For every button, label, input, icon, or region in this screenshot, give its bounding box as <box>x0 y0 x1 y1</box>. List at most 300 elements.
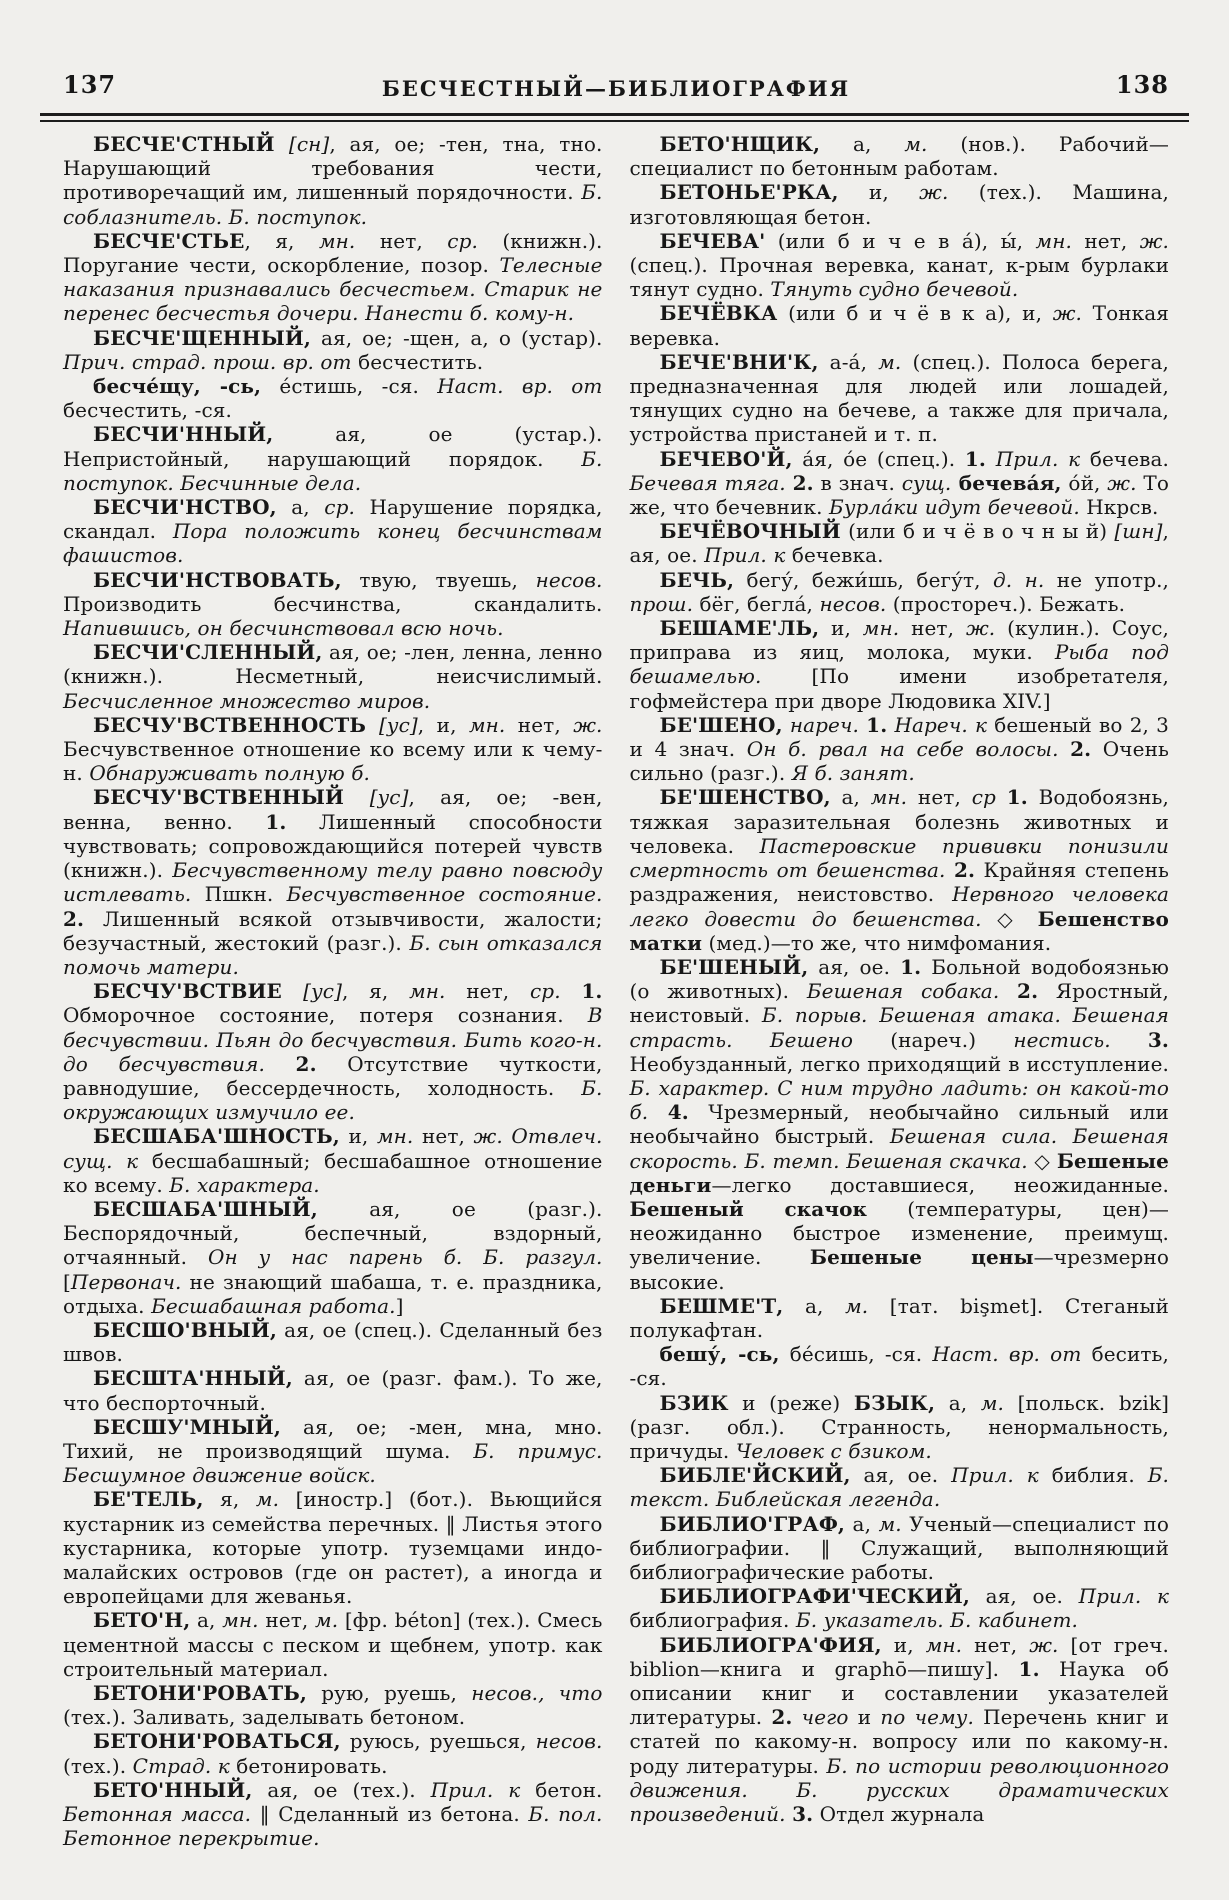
entry-text-segment: Прил. к <box>1078 1584 1169 1609</box>
page-header <box>63 70 1169 99</box>
entry-text-segment: ая, ое (тех.). <box>252 1777 431 1802</box>
entry-text-segment: и, <box>819 616 863 641</box>
entry-text-segment: бесче́щу, -сь, <box>93 374 262 399</box>
dictionary-entry <box>63 1318 603 1366</box>
entry-text-segment: БЕТОНИ'РОВАТЬ, <box>93 1681 307 1705</box>
entry-text-segment: [По имени изобретателя, гофмейстера при дворе Людовика XIV.] <box>629 664 1169 713</box>
entry-text-segment: нет, <box>505 712 574 737</box>
entry-text-segment: нестись. <box>1013 1027 1111 1052</box>
entry-text-segment: Бесчувственное состояние. <box>286 882 603 907</box>
entry-text-segment: мн. <box>925 1632 963 1657</box>
entry-text-segment: БЗИК <box>659 1390 729 1415</box>
text-columns <box>63 132 1169 1900</box>
entry-text-segment: Перечень книг и статей по какому-н. вопросу или по какому-н. роду литературы. <box>629 1705 1169 1778</box>
entry-text-segment: ая, ое (устар.). Непристойный, нарушающий порядок. <box>63 422 603 471</box>
entry-text-segment: нет, <box>899 616 966 641</box>
entry-text-segment: (мед.)—то же, что нимфомания. <box>702 930 1052 955</box>
entry-text-segment: (спец.). Полоса берега, предназначенная для людей или лошадей, тянущих судно на бечеве, а также для причала, устройства пристаней и т. п. <box>629 349 1170 447</box>
entry-text-segment: ая, ое (разг. фам.). То же, что беспорточный. <box>63 1366 603 1415</box>
entry-text-segment: Человек с бзиком. <box>735 1438 932 1463</box>
entry-text-segment: БЕСЧУ'ВСТВЕННОСТЬ <box>93 712 379 737</box>
entry-text-segment: и, <box>881 1632 926 1657</box>
entry-text-segment: бетонировать. <box>229 1753 388 1778</box>
entry-text-segment: а, <box>935 1390 981 1415</box>
entry-text-segment: БЕ'ШЕНСТВО, <box>659 785 831 810</box>
entry-text-segment: Пора положить конец бесчинствам фашистов. <box>63 519 603 568</box>
entry-text-segment: Бешеная сила. Бешеная скорость. Б. темп. Бешеная скачка. <box>629 1124 1169 1173</box>
entry-text-segment: Больной водобоязнью (о животных). <box>629 954 1169 1004</box>
entry-text-segment: Напившись, он бесчинствовал всю ночь. <box>63 616 504 641</box>
entry-text-segment: [сн] <box>288 132 330 156</box>
dictionary-entry <box>63 640 603 713</box>
entry-text-segment: а, <box>844 1511 879 1536</box>
dictionary-entry <box>63 495 603 568</box>
entry-text-segment: [польск. bzik] (разг. обл.). Странность, ненормальность, причуды. <box>629 1390 1169 1463</box>
entry-text-segment: ◇ <box>1027 1148 1057 1173</box>
entry-text-segment: 2. <box>295 1051 317 1076</box>
dictionary-entry <box>63 1487 603 1608</box>
entry-text-segment: (тех.). Заливать, заделывать бетоном. <box>63 1705 466 1730</box>
entry-text-segment: бечева́я, <box>951 470 1062 495</box>
entry-text-segment: бетон. <box>520 1777 603 1802</box>
entry-text-segment: Бешеный скачок <box>629 1196 868 1221</box>
entry-text-segment: а́я, о́е (спец.). <box>792 446 965 471</box>
entry-text-segment: мн. <box>376 1124 414 1149</box>
entry-text-segment: а, <box>820 132 905 156</box>
entry-text-segment: а, <box>783 1293 846 1318</box>
entry-text-segment: , ая, ое. <box>629 519 1169 568</box>
entry-text-segment: а, <box>830 785 871 810</box>
entry-text-segment: Пшкн. <box>191 882 287 907</box>
entry-text-segment: Отсутствие чуткости, равнодушие, бессердечность, холодность. <box>63 1051 603 1100</box>
entry-text-segment <box>996 785 1007 809</box>
entry-text-segment: мн. <box>468 712 506 737</box>
entry-text-segment: Очень сильно (разг.). <box>629 737 1169 786</box>
dictionary-entry <box>63 1608 603 1681</box>
entry-text-segment: бегу́, бежи́шь, бегу́т, <box>734 567 993 592</box>
entry-text-segment: БЕСЧУ'ВСТВЕННЫЙ <box>93 785 370 810</box>
dictionary-entry <box>630 1294 1170 1342</box>
entry-text-segment: [ус] <box>303 979 342 1004</box>
entry-text-segment: ж. <box>1029 1632 1059 1657</box>
entry-text-segment <box>783 713 790 737</box>
entry-text-segment <box>561 979 582 1003</box>
entry-text-segment: БЕСЧИ'НСТВО, <box>93 495 277 520</box>
entry-text-segment: Нкрсв. <box>1079 495 1159 520</box>
entry-text-segment: я, <box>203 1487 256 1512</box>
entry-text-segment: е́стишь, -ся. <box>261 374 438 399</box>
entry-text-segment: БЕЧЬ, <box>659 567 735 592</box>
entry-text-segment: Обнаруживать полную б. <box>89 761 371 786</box>
entry-text-segment: по чему. <box>880 1705 974 1730</box>
entry-text-segment: мн. <box>862 616 900 641</box>
entry-text-segment: БЗЫК, <box>853 1390 936 1415</box>
entry-text-segment: Лишенный всякой отзывчивости, жалости; безучастный, жестокий (разг.). <box>63 906 603 955</box>
entry-text-segment: 2. <box>953 858 976 883</box>
entry-text-segment: бесчестить, -ся. <box>63 398 232 423</box>
right-page-number: 138 <box>1115 70 1169 99</box>
entry-text-segment: [ <box>63 1269 71 1294</box>
entry-text-segment: 1. <box>265 809 287 834</box>
entry-text-segment: Отдел журнала <box>813 1802 985 1827</box>
entry-text-segment: Бешеные цены <box>809 1245 1034 1270</box>
entry-text-segment: Прил. к <box>704 543 786 568</box>
entry-text-segment: бесить, -ся. <box>629 1342 1169 1391</box>
entry-text-segment: несов. <box>535 1729 603 1754</box>
entry-text-segment: м. <box>845 1293 869 1318</box>
entry-text-segment: Ученый—специалист по библиографии. ‖ Служащий, выполняющий библиографические работы. <box>629 1511 1169 1584</box>
entry-text-segment: Лишенный способности чувствовать; сопровождающийся потерей чувств (книжн.). <box>63 809 603 883</box>
dictionary-entry <box>630 301 1170 349</box>
entry-text-segment: БЕ'ШЕНЫЙ, <box>659 954 809 979</box>
dictionary-entry <box>630 785 1170 954</box>
header-double-rule <box>40 113 1189 122</box>
entry-text-segment: Тонкая веревка. <box>629 301 1169 350</box>
entry-text-segment: м. <box>255 1487 280 1512</box>
entry-text-segment: [ус] <box>378 712 418 737</box>
entry-text-segment: твую, твуешь, <box>341 567 536 592</box>
entry-text-segment: м. <box>980 1390 1004 1415</box>
entry-text-segment: Бетонная масса. <box>63 1802 252 1827</box>
entry-text-segment: Рыба под бешамелью. <box>629 640 1169 689</box>
entry-text-segment: (спец.). Прочная веревка, канат, к-рым бурлаки тянут судно. <box>629 253 1169 302</box>
dictionary-entry <box>630 713 1170 786</box>
entry-text-segment: ая, ое; -мен, мна, мно. Тихий, не производящий шума. <box>63 1414 603 1463</box>
entry-text-segment: Нарушение порядка, скандал. <box>63 495 603 544</box>
entry-text-segment: Б. текст. Библейская легенда. <box>629 1463 1170 1512</box>
entry-text-segment: (или б и ч ё в к а), и, <box>777 301 1053 326</box>
entry-text-segment: БИБЛИОГРАФИ'ЧЕСКИЙ, <box>659 1584 970 1609</box>
entry-text-segment: БИБЛИОГРА'ФИЯ, <box>659 1632 882 1657</box>
entry-text-segment: БЕЧЕВА' <box>659 228 766 253</box>
entry-text-segment: ая, ое; -лен, ленна, ленно (книжн.). Несметный, неисчислимый. <box>63 640 603 689</box>
entry-text-segment: ‖ Сделанный из бетона. <box>251 1802 529 1827</box>
entry-text-segment: То же, что бечевник. <box>629 470 1169 520</box>
entry-text-segment: Б. сын отказался помочь матери. <box>63 930 603 979</box>
dictionary-entry <box>63 1366 603 1414</box>
entry-text-segment: Прич. страд. прош. вр. от <box>63 349 352 374</box>
dictionary-entry <box>630 1342 1170 1390</box>
entry-text-segment: БЕСШТА'ННЫЙ, <box>93 1366 293 1391</box>
running-head: БЕСЧЕСТНЫЙ—БИБЛИОГРАФИЯ <box>381 76 851 101</box>
entry-text-segment: и, <box>339 1124 377 1149</box>
entry-text-segment: —чрезмерно высокие. <box>629 1245 1170 1294</box>
dictionary-entry <box>63 374 603 422</box>
entry-text-segment: несов., что <box>471 1681 603 1705</box>
entry-text-segment: (тех.). <box>63 1753 133 1778</box>
entry-text-segment: Б. указатель. Б. кабинет. <box>795 1608 1078 1633</box>
dictionary-entry <box>630 132 1170 180</box>
dictionary-entry <box>630 568 1170 616</box>
entry-text-segment: Телесные наказания признавались бесчестьем. Старик не перенес бесчестья дочери. Нанести б. кому-н. <box>63 253 603 326</box>
entry-text-segment: не употр., <box>1044 567 1170 592</box>
entry-text-segment: Наука об описании книг и составлении указателей литературы. <box>629 1656 1170 1730</box>
entry-text-segment: несов. <box>535 567 603 592</box>
entry-text-segment: БЕСЧИ'НСТВОВАТЬ, <box>93 567 342 592</box>
dictionary-entry <box>630 1584 1170 1632</box>
entry-text-segment: Бешенство матки <box>629 906 1169 955</box>
entry-text-segment: Бешеная собака. <box>806 979 1000 1004</box>
entry-text-segment: Крайняя степень раздражения, неистовство. <box>629 858 1169 907</box>
entry-text-segment: БЕСЧЕ'СТНЫЙ <box>93 132 289 156</box>
entry-text-segment: нет, <box>355 228 448 253</box>
entry-text-segment: Б. по истории революционного движения. Б. русских драматических произведений. <box>629 1753 1169 1827</box>
entry-text-segment: чего <box>801 1705 849 1730</box>
entry-text-segment: (нов.). Рабочий—специалист по бетонным работам. <box>629 132 1169 181</box>
entry-text-segment: [ус] <box>369 785 409 810</box>
entry-text-segment: бешеный во 2, 3 и 4 знач. <box>629 712 1169 762</box>
entry-text-segment: Наст. вр. от <box>437 374 603 399</box>
entry-text-segment: м. <box>315 1608 339 1633</box>
entry-text-segment: ж. <box>1107 470 1137 495</box>
entry-text-segment: и <box>848 1705 881 1730</box>
dictionary-entry <box>63 568 603 641</box>
entry-text-segment: нет, <box>907 785 972 810</box>
entry-text-segment: Бесчувственное отношение ко всему или к чему-н. <box>63 737 603 786</box>
entry-text-segment: Он у нас парень б. Б. разгул. <box>208 1245 603 1270</box>
entry-text-segment: ая, ое. <box>808 954 901 979</box>
entry-text-segment: несов. <box>819 591 887 616</box>
dictionary-entry <box>630 447 1170 520</box>
entry-text-segment: прош. <box>629 591 694 616</box>
entry-text-segment: (или б и ч ё в о ч н ы й) <box>840 519 1115 544</box>
entry-text-segment: (нареч.) <box>852 1027 1014 1052</box>
entry-text-segment: ◇ <box>981 906 1038 931</box>
entry-text-segment: Б. поступок. Бесчинные дела. <box>63 446 603 495</box>
entry-text-segment: ср <box>971 785 996 810</box>
entry-text-segment <box>265 1052 296 1076</box>
entry-text-segment: Тянуть судно бечевой. <box>770 277 1019 302</box>
entry-text-segment <box>999 979 1017 1003</box>
entry-text-segment: бе́сишь, -ся. <box>779 1342 933 1367</box>
entry-text-segment: Прил. к <box>995 446 1081 471</box>
entry-text-segment: сущ. <box>901 470 952 495</box>
entry-text-segment: м. <box>878 349 902 374</box>
entry-text-segment: [фр. béton] (тех.). Смесь цементной массы с песком и щебнем, употр. как строительный материал. <box>63 1608 603 1681</box>
entry-text-segment: Нервного человека легко довести до бешенства. <box>629 882 1169 931</box>
entry-text-segment: м. <box>878 1511 902 1536</box>
entry-text-segment: БЕЧЁВОЧНЫЙ <box>659 519 841 544</box>
entry-text-segment: Бурла́ки идут бечевой. <box>829 495 1080 520</box>
dictionary-entry <box>63 1681 603 1729</box>
entry-text-segment: бесчестить. <box>351 349 484 374</box>
dictionary-entry <box>630 350 1170 447</box>
entry-text-segment: (книжн.). Поругание чести, оскорбление, позор. <box>63 228 603 278</box>
entry-text-segment: БЕТОНИ'РОВАТЬСЯ, <box>93 1729 341 1754</box>
left-page-number: 137 <box>63 70 117 99</box>
dictionary-entry <box>63 1197 603 1318</box>
entry-text-segment: БИБЛЕ'ЙСКИЙ, <box>659 1463 851 1488</box>
entry-text-segment: ая, ое (разг.). Беспорядочный, беспечный, вздорный, отчаянный. <box>63 1196 603 1270</box>
entry-text-segment: [иностр.] (бот.). Вьющийся кустарник из семейства перечных. ‖ Листья этого кустарника, которые употр. туземцами индо-малайских островов (где он растет), а иногда и европейцами для жеванья. <box>63 1487 603 1609</box>
entry-text-segment: бёг, бегла́, <box>693 591 820 616</box>
entry-text-segment: 2. <box>63 906 85 931</box>
entry-text-segment: БЕЧЕ'ВНИ'К, <box>659 349 819 374</box>
entry-text-segment: ж. <box>1139 228 1170 253</box>
entry-text-segment: Яростный, неистовый. <box>629 979 1169 1028</box>
entry-text-segment: ж. <box>919 180 949 205</box>
entry-text-segment: Прил. к <box>951 1463 1039 1488</box>
dictionary-entry <box>63 1778 603 1851</box>
entry-text-segment: ] <box>395 1293 404 1318</box>
entry-text-segment: рую, руешь, <box>306 1681 472 1705</box>
entry-text-segment: не знающий шабаша, т. е. праздника, отдыха. <box>63 1269 603 1318</box>
entry-text-segment: (температуры, цен)—неожиданно быстрое изменение, преимущ. увеличение. <box>629 1196 1169 1270</box>
entry-text-segment: ая, ое (спец.). Сделанный без швов. <box>63 1317 603 1367</box>
entry-text-segment: Б. примус. Бесшумное движение войск. <box>63 1438 603 1488</box>
entry-text-segment: , ая, ое; -тен, тна, тно. Нарушающий требования чести, противоречащий им, лишенный порядочности. <box>63 132 603 205</box>
entry-text-segment: а, <box>276 495 325 520</box>
entry-text-segment: 2. <box>1070 737 1092 762</box>
entry-text-segment: БЕШАМЕ'ЛЬ, <box>659 616 820 641</box>
entry-text-segment: БЕТО'НЩИК, <box>659 132 821 156</box>
entry-text-segment: ж. <box>965 616 996 641</box>
entry-text-segment: Б. характера. <box>169 1172 320 1197</box>
entry-text-segment: , я, <box>341 979 410 1004</box>
entry-text-segment: ж. <box>573 712 603 737</box>
entry-text-segment: и (реже) <box>728 1390 854 1415</box>
entry-text-segment: (тех.). Машина, изготовляющая бетон. <box>629 180 1169 229</box>
entry-text-segment: Прил. к <box>430 1777 521 1802</box>
column-left <box>63 132 603 1900</box>
dictionary-entry <box>63 979 603 1124</box>
entry-text-segment: [тат. bişmet]. Стеганый полукафтан. <box>629 1293 1169 1342</box>
dictionary-entry <box>630 1391 1170 1464</box>
entry-text-segment: (простореч.). Бежать. <box>886 591 1126 616</box>
entry-text-segment: , и, <box>417 712 469 737</box>
entry-text-segment: 2. <box>771 1705 793 1730</box>
entry-text-segment: мн. <box>870 785 908 810</box>
entry-text-segment: [от греч. biblion—книга и graphō—пишу]. <box>629 1632 1169 1681</box>
dictionary-entry <box>630 229 1170 302</box>
dictionary-entry <box>630 1633 1170 1827</box>
dictionary-entry <box>63 1415 603 1488</box>
entry-text-segment: нет, <box>1071 228 1140 253</box>
entry-text-segment: , я, <box>244 228 319 253</box>
column-right <box>630 132 1170 1900</box>
dictionary-entry <box>630 955 1170 1294</box>
dictionary-entry <box>630 1512 1170 1585</box>
entry-text-segment: [шн] <box>1114 519 1163 544</box>
entry-text-segment: 2. <box>792 470 814 495</box>
entry-text-segment: ж. Отвлеч. сущ. к <box>63 1124 603 1173</box>
entry-text-segment: д. н. <box>993 567 1045 592</box>
rule-thick-line <box>40 113 1189 116</box>
entry-text-segment: мн. <box>1035 228 1072 253</box>
entry-text-segment: 1. <box>581 979 603 1004</box>
entry-text-segment: ая, ое. <box>850 1463 952 1488</box>
entry-text-segment: в знач. <box>813 470 902 495</box>
entry-text-segment: Б. порыв. Бешеная атака. Бешеная страсть. Бешено <box>629 1003 1169 1052</box>
dictionary-entry <box>63 326 603 374</box>
entry-text-segment: о́й, <box>1061 470 1108 495</box>
entry-text-segment: Б. характер. С ним трудно ладить: он какой-то б. <box>629 1075 1169 1125</box>
entry-text-segment: (кулин.). Соус, приправа из яиц, молока, муки. <box>629 616 1169 665</box>
entry-text-segment: БЕСЧЕ'СТЬЕ <box>93 228 245 253</box>
dictionary-entry <box>630 519 1170 567</box>
entry-text-segment: В бесчувствии. Пьян до бесчувствия. Бить кого-н. до бесчувствия. <box>63 1003 603 1076</box>
entry-text-segment: библия. <box>1038 1463 1148 1488</box>
entry-text-segment: 1. <box>866 712 888 737</box>
entry-text-segment: 2. <box>1017 979 1039 1004</box>
entry-text-segment: Бесчисленное множество миров. <box>63 688 431 713</box>
entry-text-segment: ср. <box>529 979 561 1004</box>
entry-text-segment: мн. <box>318 228 356 253</box>
entry-text-segment: Необузданный, легко приходящий в исступление. <box>629 1051 1169 1076</box>
entry-text-segment: 1. <box>1006 785 1028 810</box>
dictionary-entry <box>63 1729 603 1777</box>
entry-text-segment: БЕСШАБА'ШНЫЙ, <box>93 1196 318 1221</box>
entry-text-segment: 1. <box>964 446 986 471</box>
entry-text-segment: БЕСЧЕ'ЩЕННЫЙ, <box>93 325 311 350</box>
entry-text-segment <box>1111 1028 1148 1052</box>
entry-text-segment: БЕСЧИ'СЛЕННЫЙ, <box>93 640 323 665</box>
entry-text-segment: ж. <box>1052 301 1082 326</box>
entry-text-segment: Страд. к <box>132 1753 230 1778</box>
dictionary-entry <box>63 1124 603 1197</box>
entry-text-segment: нет, <box>445 979 530 1004</box>
entry-text-segment: библиография. <box>629 1608 796 1633</box>
entry-text-segment: БЕТОНЬЕ'РКА, <box>659 180 839 205</box>
entry-text-segment: м. <box>904 132 928 156</box>
entry-text-segment: Бесчувственному телу равно повсюду истлевать. <box>63 858 603 907</box>
entry-text-segment: а-а́, <box>818 349 879 374</box>
entry-text-segment: нет, <box>413 1124 474 1149</box>
entry-text-segment <box>1059 737 1071 761</box>
entry-text-segment: бешу́, -сь, <box>659 1342 780 1367</box>
entry-text-segment: ср. <box>447 228 478 253</box>
entry-text-segment: , ая, ое; -вен, венна, венно. <box>63 785 603 834</box>
dictionary-entry <box>63 785 603 979</box>
entry-text-segment: 4. <box>667 1100 689 1125</box>
entry-text-segment: Б. соблазнитель. Б. поступок. <box>63 180 603 229</box>
dictionary-entry <box>63 422 603 495</box>
entry-text-segment: БЕСШАБА'ШНОСТЬ, <box>93 1124 340 1149</box>
entry-text-segment: Нареч. к <box>894 712 988 737</box>
dictionary-entry <box>63 713 603 786</box>
entry-text-segment: бесшабашный; бесшабашное отношение ко всему. <box>63 1148 603 1197</box>
entry-text-segment: БЕСШУ'МНЫЙ, <box>93 1414 281 1439</box>
entry-text-segment: Пастеровские прививки понизили смертность от бешенства. <box>629 833 1169 883</box>
entry-text-segment: Обморочное состояние, потеря сознания. <box>63 1003 588 1028</box>
entry-text-segment: Первонач. <box>70 1269 182 1294</box>
entry-text-segment: 3. <box>1147 1027 1169 1052</box>
entry-text-segment: БИБЛИО'ГРАФ, <box>659 1511 845 1536</box>
entry-text-segment: Он б. рвал на себе волосы. <box>746 737 1059 762</box>
entry-text-segment: БЕ'ШЕНО, <box>659 712 783 737</box>
entry-text-segment: нареч. <box>789 712 859 737</box>
entry-text-segment: нет, <box>258 1608 316 1633</box>
entry-text-segment: руюсь, руешься, <box>340 1729 536 1754</box>
entry-text-segment: Бечевая тяга. <box>629 470 786 495</box>
dictionary-entry <box>630 616 1170 713</box>
entry-text-segment: ая, ое; -щен, а, о (устар). <box>310 325 603 350</box>
entry-text-segment <box>792 1705 801 1729</box>
dictionary-entry <box>63 132 603 229</box>
entry-text-segment <box>648 1100 667 1124</box>
entry-text-segment: БЕСЧУ'ВСТВИЕ <box>93 979 304 1004</box>
entry-text-segment: Бешеные деньги <box>629 1148 1169 1197</box>
entry-text-segment: и, <box>838 180 920 205</box>
entry-text-segment: Водобоязнь, тяжкая заразительная болезнь животных и человека. <box>629 785 1169 858</box>
entry-text-segment: Я б. занят. <box>791 761 915 786</box>
entry-text-segment <box>786 471 793 495</box>
entry-text-segment: мн. <box>222 1608 259 1633</box>
entry-text-segment: БЕШМЕ'Т, <box>659 1293 784 1318</box>
entry-text-segment: БЕТО'ННЫЙ, <box>93 1777 253 1802</box>
entry-text-segment: БЕТО'Н, <box>93 1608 191 1633</box>
entry-text-segment: БЕЧЕВО'Й, <box>659 446 793 471</box>
